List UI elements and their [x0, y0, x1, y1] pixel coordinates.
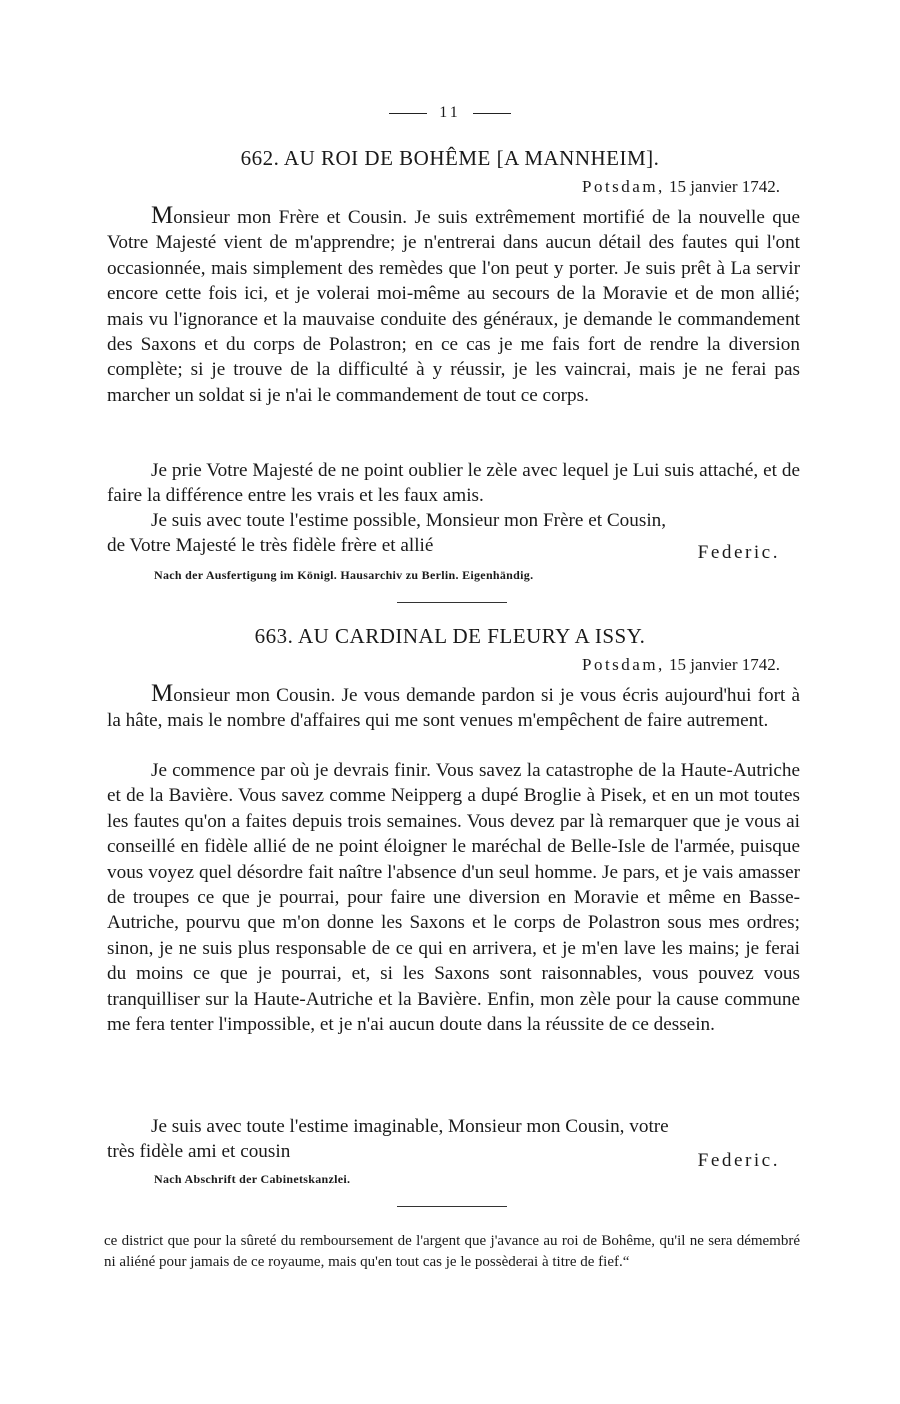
- letter-663-closing: [107, 1114, 800, 1174]
- letter-663-heading: 663. AU CARDINAL DE FLEURY A ISSY.: [254, 624, 646, 648]
- letter-663-signature: Federic.: [697, 1150, 780, 1171]
- letter-663-source-note: Nach Abschrift der Cabinetskanzlei.: [154, 1172, 351, 1186]
- closing-line-2: de Votre Majesté le très fidèle frère et allié: [107, 535, 434, 557]
- letter-662-paragraph-1: [107, 203, 800, 408]
- page-number: 11: [439, 104, 461, 121]
- letter-662-date: 15 janvier 1742.: [669, 177, 780, 196]
- closing-line-1: Je suis avec toute l'estime possible, Monsieur mon Frère et Cousin,: [151, 510, 667, 531]
- letter-663-date-place: Potsdam,: [581, 655, 665, 674]
- dropcap: M: [151, 202, 174, 229]
- section-divider: [397, 602, 507, 603]
- letter-662-heading: 662. AU ROI DE BOHÊME [A MANNHEIM].: [240, 146, 660, 170]
- letter-662-paragraph-2: Je prie Votre Majesté de ne point oublier le zèle avec lequel je Lui suis attaché, et de faire la différence entre les vrais et les faux amis.: [107, 460, 800, 507]
- left-rule: [389, 113, 427, 114]
- paragraph-text: onsieur mon Cousin. Je vous demande pardon si je vous écris aujourd'hui fort à la hâte, mais le nombre d'affaires qui me sont venues m'empêchent de faire autrement.: [107, 685, 800, 732]
- letter-662-date-place: Potsdam,: [581, 177, 665, 196]
- footnote: ce district que pour la sûreté du remboursement de l'argent que j'avance au roi de Bohême, qu'il ne sera démembré ni aliéné pour jamais de ce royaume, mais qu'en tout cas je le possèderai à titre de fief.“: [104, 1233, 800, 1270]
- dropcap: M: [151, 680, 174, 707]
- letter-662-signature: Federic.: [697, 542, 780, 563]
- closing-line-1: Je suis avec toute l'estime imaginable, Monsieur mon Cousin, votre: [151, 1116, 669, 1137]
- page-number-header: [0, 104, 900, 122]
- letter-663-paragraph-1: [107, 681, 800, 734]
- letter-662-dateline: [582, 177, 780, 197]
- letter-663-paragraph-2: Je commence par où je devrais finir. Vous savez la catastrophe de la Haute-Autriche et de la Bavière. Vous savez comme Neipperg a dupé Broglie à Pisek, et en un mot toutes les fautes qu'on a faites depuis trois semaines. Vous devez par là remarquer que je vous ai conseillé en fidèle allié de ne point éloigner le maréchal de Belle-Isle de l'armée, puisque vous voyez quel désordre fait naître l'absence d'un seul homme. Je pars, et je vais amasser de troupes ce que je pourrai, pour faire une diversion en Moravie et même en Basse-Autriche, pourvu que m'on donne les Saxons et le corps de Polastron sous mes ordres; sinon, je ne suis plus responsable de ce qui en arrivera, et je m'en lave les mains; je ferai du moins ce que je pourrai, et, si les Saxons sont raisonnables, vous pouvez vous tranquilliser sur la Haute-Autriche et la Bavière. Enfin, mon zèle pour la cause commune me fera tenter l'impossible, et je n'ai aucun doute dans la réussite de ce dessein.: [107, 760, 800, 1036]
- letter-663-dateline: [582, 655, 780, 675]
- footnote-divider: [397, 1206, 507, 1207]
- paragraph-text: onsieur mon Frère et Cousin. Je suis extrêmement mortifié de la nouvelle que Votre Majesté vient de m'apprendre; je n'entrerai dans aucun détail des fautes qui l'ont occasionnée, mais simplement des remèdes que l'on peut y porter. Je suis prêt à La servir encore cette fois ici, et je volerai moi-même au secours de la Moravie et de mon allié; mais vu l'ignorance et la mauvaise conduite des généraux, je demande le commandement des Saxons et du corps de Polastron; en ce cas je me fais fort de rendre la diversion complète; si je trouve de la difficulté à y réussir, je les vaincrai, mais je ne ferai pas marcher un soldat si je n'ai le commandement de tout ce corps.: [107, 207, 800, 406]
- letter-662-source-note: Nach der Ausfertigung im Königl. Hausarchiv zu Berlin. Eigenhändig.: [154, 568, 534, 582]
- letter-662-closing: [107, 508, 800, 568]
- right-rule: [473, 113, 511, 114]
- letter-663-date: 15 janvier 1742.: [669, 655, 780, 674]
- closing-line-2: très fidèle ami et cousin: [107, 1141, 291, 1163]
